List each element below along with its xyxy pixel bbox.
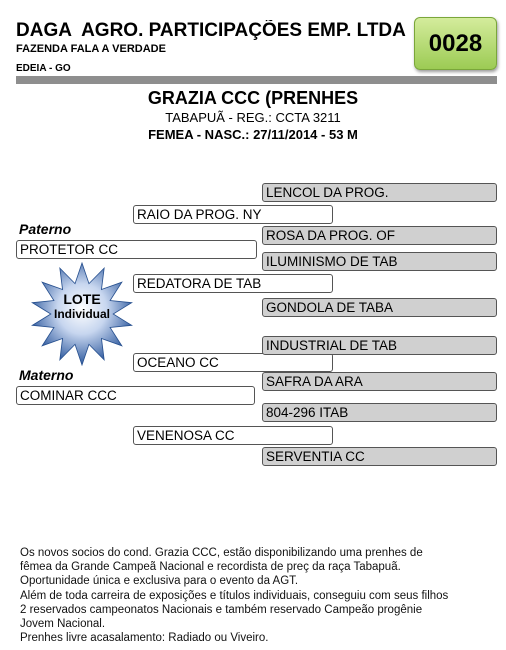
great-grandparent-box: ROSA DA PROG. OF [262, 226, 497, 245]
header-divider [16, 76, 497, 84]
lote-individual-label [30, 292, 134, 322]
description-line: 2 reservados campeonatos Nacionais e também reservado Campeão progênie [20, 603, 423, 616]
description-line: Prenhes livre acasalamento: Radiado ou Viveiro. [20, 632, 269, 645]
individual-label: Individual [53, 307, 110, 321]
great-grandparent-box: GONDOLA DE TABA [262, 298, 497, 317]
maternal-granddam-box: VENENOSA CC [133, 426, 333, 445]
description-line: fêmea da Grande Campeã Nacional e recordista de preç da raça Tabapuã. [20, 561, 401, 574]
great-grandparent-box: SERVENTIA CC [262, 447, 497, 466]
farm-name: FAZENDA FALA A VERDADE [16, 43, 166, 55]
dam-box: COMINAR CCC [16, 386, 255, 405]
paternal-grandsire-box: RAIO DA PROG. NY [133, 205, 333, 224]
great-grandparent-box: 804-296 ITAB [262, 403, 497, 422]
animal-birth-info: FEMEA - NASC.: 27/11/2014 - 53 M [148, 127, 358, 142]
paterno-label: Paterno [19, 221, 72, 237]
company-name: DAGA AGRO. PARTICIPAÇÕES EMP. LTDA [16, 20, 406, 41]
description-line: Além de toda carreira de exposições e títulos individuais, conseguiu com seus filhos [20, 589, 449, 602]
materno-label: Materno [19, 367, 74, 383]
description-line: Oportunidade única e exclusiva para o evento da AGT. [20, 575, 299, 588]
great-grandparent-box: ILUMINISMO DE TAB [262, 252, 497, 271]
description-line: Jovem Nacional. [20, 618, 106, 631]
description-line: Os novos socios do cond. Grazia CCC, estão disponibilizando uma prenhes de [20, 547, 423, 559]
lot-number-badge: 0028 [414, 17, 497, 70]
lote-label: LOTE [63, 291, 101, 307]
great-grandparent-box: LENCOL DA PROG. [262, 183, 497, 202]
sire-box: PROTETOR CC [16, 240, 257, 259]
city-name: EDEIA - GO [16, 63, 71, 74]
maternal-grandsire-box: OCEANO CC [133, 353, 333, 372]
great-grandparent-box: SAFRA DA ARA [262, 372, 497, 391]
animal-registration: TABAPUÃ - REG.: CCTA 3211 [165, 110, 341, 125]
animal-name: GRAZIA CCC (PRENHES [147, 88, 359, 108]
great-grandparent-box: INDUSTRIAL DE TAB [262, 336, 497, 355]
description-text [20, 546, 498, 645]
paternal-granddam-box: REDATORA DE TAB [133, 274, 333, 293]
